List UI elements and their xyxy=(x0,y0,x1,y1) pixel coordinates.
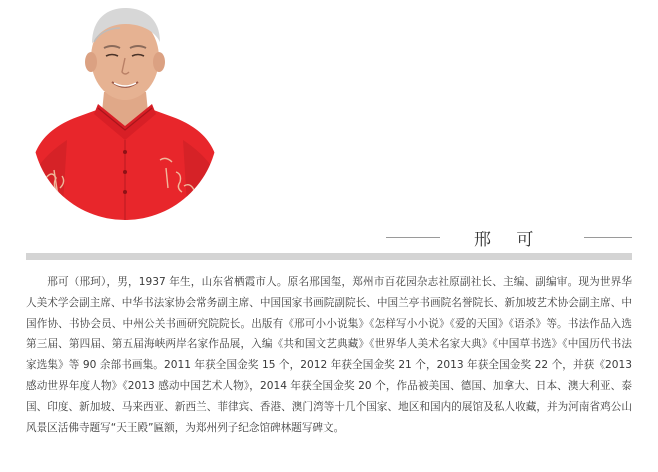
portrait-illustration xyxy=(32,0,218,220)
biography-paragraph: 邢可（邢珂），男，1937 年生，山东省栖霞市人。原名邢国玺，郑州市百花园杂志社原副社长、主编、副编审。现为世界华人美术学会副主席、中华书法家协会常务副主席、中国国家书画院副院长、中国兰亭书画院名誉院长、新加坡艺术协会副主席、中国作协、书协会员、中州公关书画研究院院长。出版有《邢可小小说集》《怎样写小小说》《爱的天国》《语杀》等。书法作品入选第三届、第四届、第五届海峡两岸名家作品展，入编《共和国文艺典藏》《世界华人美术名家大典》《中国草书选》《中国历代书法家选集》等 90 余部书画集。2011 年获全国金奖 15 个，2012 年获全国金奖 21 个，2013 年获全国金奖 22 个，并获《2013 感动世界年度人物》《2013 感动中国艺术人物》，2014 年获全国金奖 20 个，作品被美国、德国、加拿大、日本、澳大利亚、泰国、印度、新加坡、马来西亚、新西兰、菲律宾、香港、澳门湾等十几个国家、地区和国内的展馆及私人收藏，并为河南省鸡公山风景区活佛寺题写“天王殿”匾额，为郑州列子纪念馆碑林题写碑文。 xyxy=(26,276,632,434)
name-title-row xyxy=(0,224,658,252)
title-rule-left xyxy=(386,237,440,238)
section-divider xyxy=(26,253,632,260)
author-portrait xyxy=(32,0,218,220)
title-rule-right xyxy=(584,237,632,238)
name-title: 邢 可 xyxy=(474,230,544,250)
